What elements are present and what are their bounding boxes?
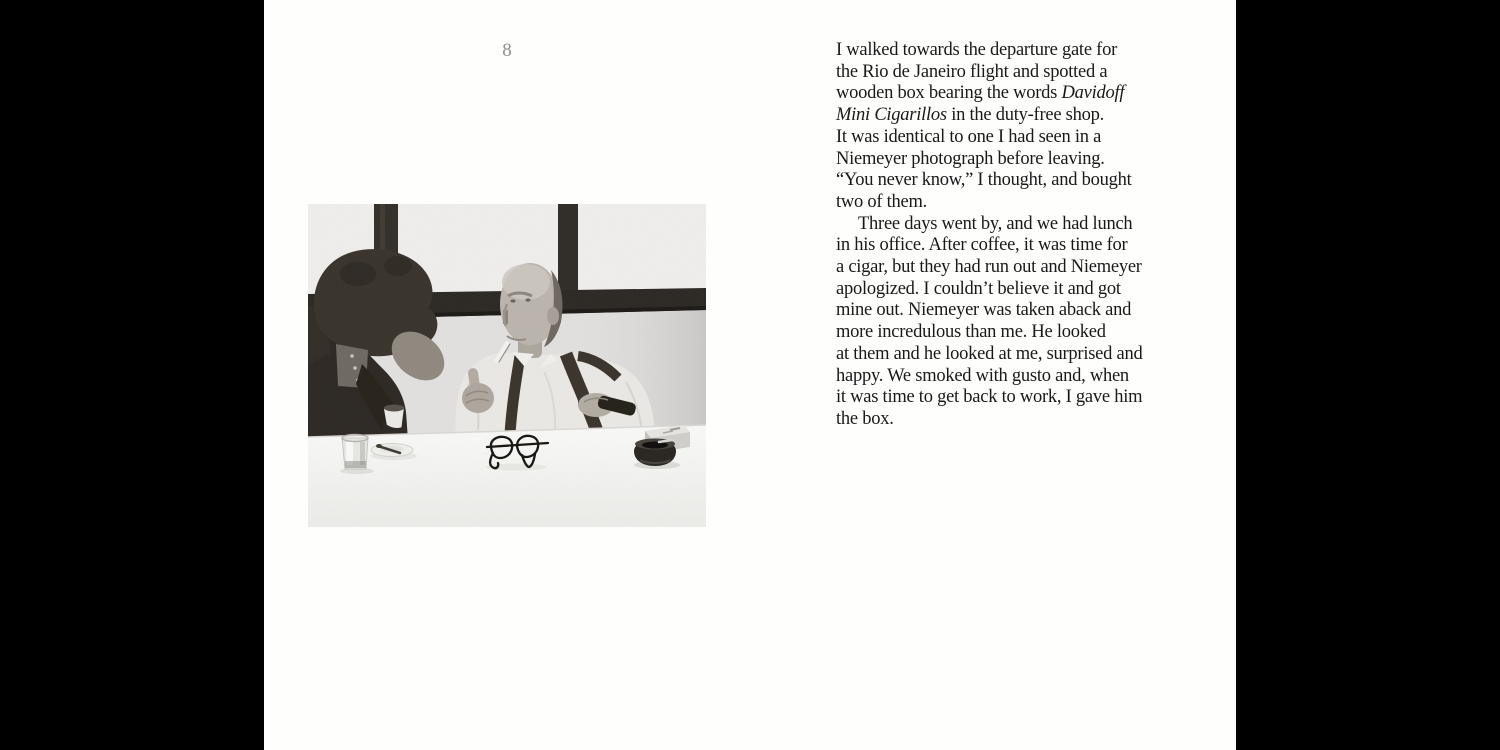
- text-line: it was time to get back to work, I gave him: [836, 387, 1143, 408]
- niemeyer-photo: [308, 204, 706, 527]
- text-line: the Rio de Janeiro flight and spotted a: [836, 61, 1108, 82]
- text-line: apologized. I couldn’t believe it and got: [836, 278, 1121, 299]
- text-line: It was identical to one I had seen in a: [836, 126, 1102, 147]
- text-line: wooden box bearing the words Davidoff: [836, 83, 1125, 104]
- text-line: happy. We smoked with gusto and, when: [836, 365, 1129, 386]
- photo-grain-overlay: [308, 204, 706, 527]
- text-line: a cigar, but they had run out and Niemeyer: [836, 257, 1142, 278]
- text-line: at them and he looked at me, surprised and: [836, 343, 1143, 364]
- text-line: mine out. Niemeyer was taken aback and: [836, 300, 1132, 321]
- text-line: more incredulous than me. He looked: [836, 322, 1106, 343]
- letterbox-right: [1236, 0, 1500, 750]
- text-line: two of them.: [836, 191, 928, 212]
- text-line: “You never know,” I thought, and bought: [836, 170, 1132, 191]
- page-number: 8: [502, 40, 512, 61]
- text-line: in his office. After coffee, it was time for: [836, 235, 1128, 256]
- letterbox-left: [0, 0, 264, 750]
- body-text: [836, 40, 1196, 431]
- text-line: the box.: [836, 408, 894, 429]
- text-line: I walked towards the departure gate for: [836, 40, 1117, 60]
- text-line: Mini Cigarillos in the duty-free shop.: [836, 105, 1104, 126]
- text-line: Three days went by, and we had lunch: [858, 213, 1133, 234]
- book-spread: [264, 0, 1236, 750]
- text-line: Niemeyer photograph before leaving.: [836, 148, 1105, 169]
